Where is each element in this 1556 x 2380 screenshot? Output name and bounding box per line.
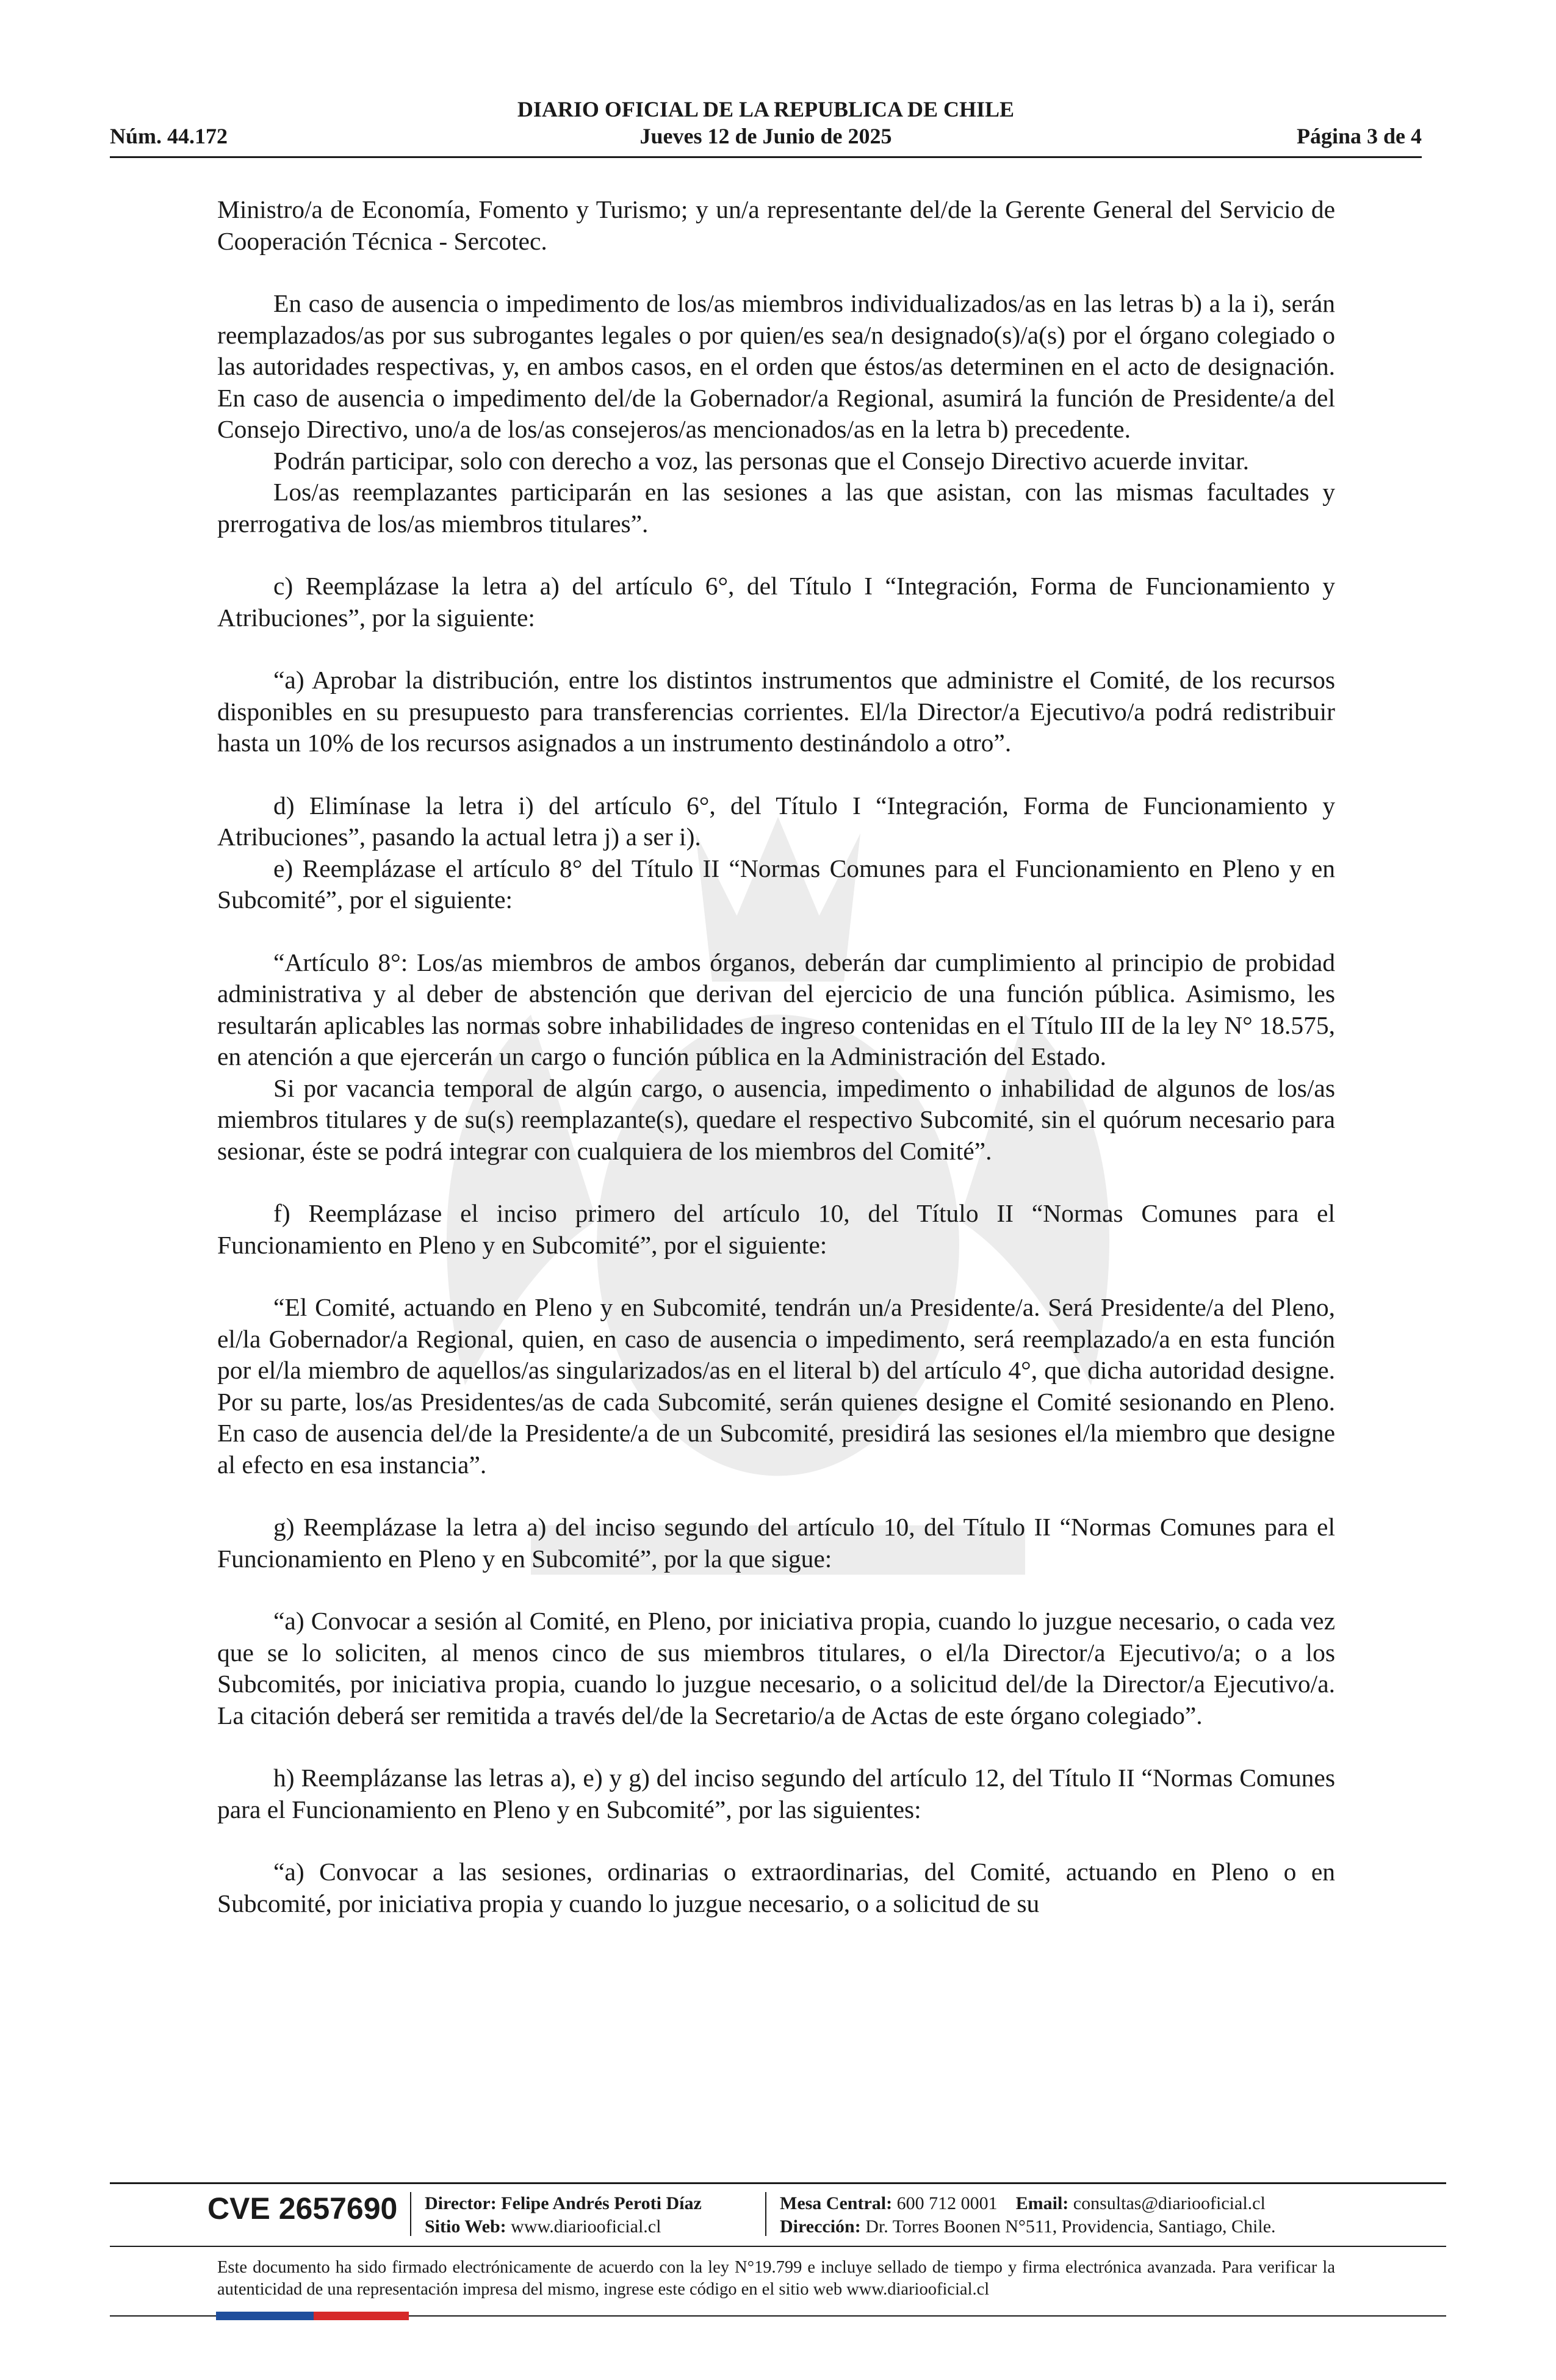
email-link[interactable]: consultas@diariooficial.cl: [1073, 2193, 1266, 2213]
flag-bar-red: [314, 2312, 409, 2320]
mesa-phone: 600 712 0001: [896, 2193, 998, 2213]
director-label: Director:: [425, 2193, 497, 2213]
paragraph: “El Comité, actuando en Pleno y en Subcomité, tendrán un/a Presidente/a. Será Presidente/a del Pleno, el/la Gobernador/a Regional, quien, en caso de ausencia o impedimento, será reemplazado/a en esta función por el/la miembro de aquellos/as singularizados/as en el literal b) del artículo 4°, que dicha autoridad designe. Por su parte, los/as Presidentes/as de cada Subcomité, serán quienes designe el Comité sesionando en Pleno. En caso de ausencia del/de la Presidente/a de un Subcomité, presidirá las sesiones el/la miembro que designe al efecto en esa instancia”.: [217, 1293, 1335, 1479]
paragraph: Ministro/a de Economía, Fomento y Turismo; y un/a representante del/de la Gerente General del Servicio de Cooperación Técnica - Sercotec.: [217, 195, 1335, 255]
page-number: Página 3 de 4: [1296, 124, 1422, 148]
paragraph: g) Reemplázase la letra a) del inciso segundo del artículo 10, del Título II “Normas Comunes para el Funcionamiento en Pleno y en Subcomité”, por la que sigue:: [217, 1513, 1335, 1573]
paragraph: “a) Aprobar la distribución, entre los distintos instrumentos que administre el Comité, de los recursos disponibles en su presupuesto para transferencias corrientes. El/la Director/a Ejecutivo/a podrá redistribuir hasta un 10% de los recursos asignados a un instrumento destinándolo a otro”.: [217, 666, 1335, 757]
paragraph: d) Elimínase la letra i) del artículo 6°, del Título I “Integración, Forma de Funcionamiento y Atribuciones”, pasando la actual letra j) a ser i).: [217, 791, 1335, 851]
footer-divider: [110, 2246, 1446, 2247]
director-name: Felipe Andrés Peroti Díaz: [501, 2193, 702, 2213]
footer-separator: [410, 2192, 411, 2236]
footer-contact-block: [780, 2192, 1276, 2238]
paragraph: En caso de ausencia o impedimento de los/as miembros individualizados/as en las letras b) a la i), serán reemplazados/as por sus subrogantes legales o por quien/es sea/n designado(s)/a(s) por el órgano colegiado o las autoridades respectivas, y, en ambos casos, en el orden que éstos/as determinen en el acto de designación. En caso de ausencia o impedimento del/de la Gobernador/a Regional, asumirá la función de Presidente/a del Consejo Directivo, uno/a de los/as consejeros/as mencionados/as en la letra b) precedente.: [217, 289, 1335, 443]
legal-notice: Este documento ha sido firmado electrónicamente de acuerdo con la ley N°19.799 e incluye sellado de tiempo y firma electrónica avanzada. Para verificar la autenticidad de una representación impresa del mismo, ingrese este código en el sitio web www.diariooficial.cl: [217, 2258, 1335, 2299]
paragraph: Si por vacancia temporal de algún cargo, o ausencia, impedimento o inhabilidad de algunos de los/as miembros titulares y de su(s) reemplazante(s), quedare el respectivo Subcomité, sin el quórum necesario para sesionar, éste se podrá integrar con cualquiera de los miembros del Comité”.: [217, 1073, 1335, 1165]
footer-director-block: [425, 2192, 702, 2238]
newspaper-title: DIARIO OFICIAL DE LA REPUBLICA DE CHILE: [517, 97, 1015, 121]
email-label: Email:: [1015, 2193, 1069, 2213]
header-divider: [110, 156, 1422, 158]
footer-divider: [110, 2182, 1446, 2184]
paragraph: Podrán participar, solo con derecho a voz, las personas que el Consejo Directivo acuerde invitar.: [273, 446, 1250, 475]
issue-number: Núm. 44.172: [110, 124, 228, 148]
document-body: [217, 194, 1335, 1919]
cve-code: CVE 2657690: [207, 2191, 398, 2226]
address-label: Dirección:: [780, 2216, 861, 2237]
paragraph: f) Reemplázase el inciso primero del artículo 10, del Título II “Normas Comunes para el Funcionamiento en Pleno y en Subcomité”, por el siguiente:: [217, 1199, 1335, 1259]
flag-bar-blue: [216, 2312, 314, 2320]
page-header: [110, 96, 1422, 157]
paragraph: Los/as reemplazantes participarán en las sesiones a las que asistan, con las mismas facultades y prerrogativa de los/as miembros titulares”.: [217, 478, 1335, 538]
mesa-label: Mesa Central:: [780, 2193, 893, 2213]
issue-date: Jueves 12 de Junio de 2025: [639, 124, 892, 148]
paragraph: “Artículo 8°: Los/as miembros de ambos órganos, deberán dar cumplimiento al principio de probidad administrativa y al deber de abstención que derivan del ejercicio de una función pública. Asimismo, les resultarán aplicables las normas sobre inhabilidades de ingreso contenidas en el Título III de la ley N° 18.575, en atención a que ejercerán un cargo o función pública en la Administración del Estado.: [217, 948, 1335, 1070]
address: Dr. Torres Boonen N°511, Providencia, Santiago, Chile.: [865, 2216, 1276, 2237]
footer-separator: [765, 2192, 766, 2236]
web-label: Sitio Web:: [425, 2216, 506, 2237]
paragraph: h) Reemplázanse las letras a), e) y g) del inciso segundo del artículo 12, del Título II “Normas Comunes para el Funcionamiento en Pleno y en Subcomité”, por las siguientes:: [217, 1764, 1335, 1823]
web-link[interactable]: www.diariooficial.cl: [511, 2216, 661, 2237]
paragraph: c) Reemplázase la letra a) del artículo 6°, del Título I “Integración, Forma de Funcionamiento y Atribuciones”, por la siguiente:: [217, 572, 1335, 632]
paragraph: “a) Convocar a las sesiones, ordinarias o extraordinarias, del Comité, actuando en Pleno o en Subcomité, por iniciativa propia y cuando lo juzgue necesario, o a solicitud de su: [217, 1858, 1335, 1917]
paragraph: “a) Convocar a sesión al Comité, en Pleno, por iniciativa propia, cuando lo juzgue necesario, o cada vez que se lo soliciten, al menos cinco de sus miembros titulares, o el/la Director/a Ejecutivo/a; o a los Subcomités, por iniciativa propia, cuando lo juzgue necesario, o a solicitud del/de la Director/a Ejecutivo/a. La citación deberá ser remitida a través del/de la Secretario/a de Actas de este órgano colegiado”.: [217, 1607, 1335, 1729]
paragraph: e) Reemplázase el artículo 8° del Título II “Normas Comunes para el Funcionamiento en Pleno y en Subcomité”, por el siguiente:: [217, 854, 1335, 914]
